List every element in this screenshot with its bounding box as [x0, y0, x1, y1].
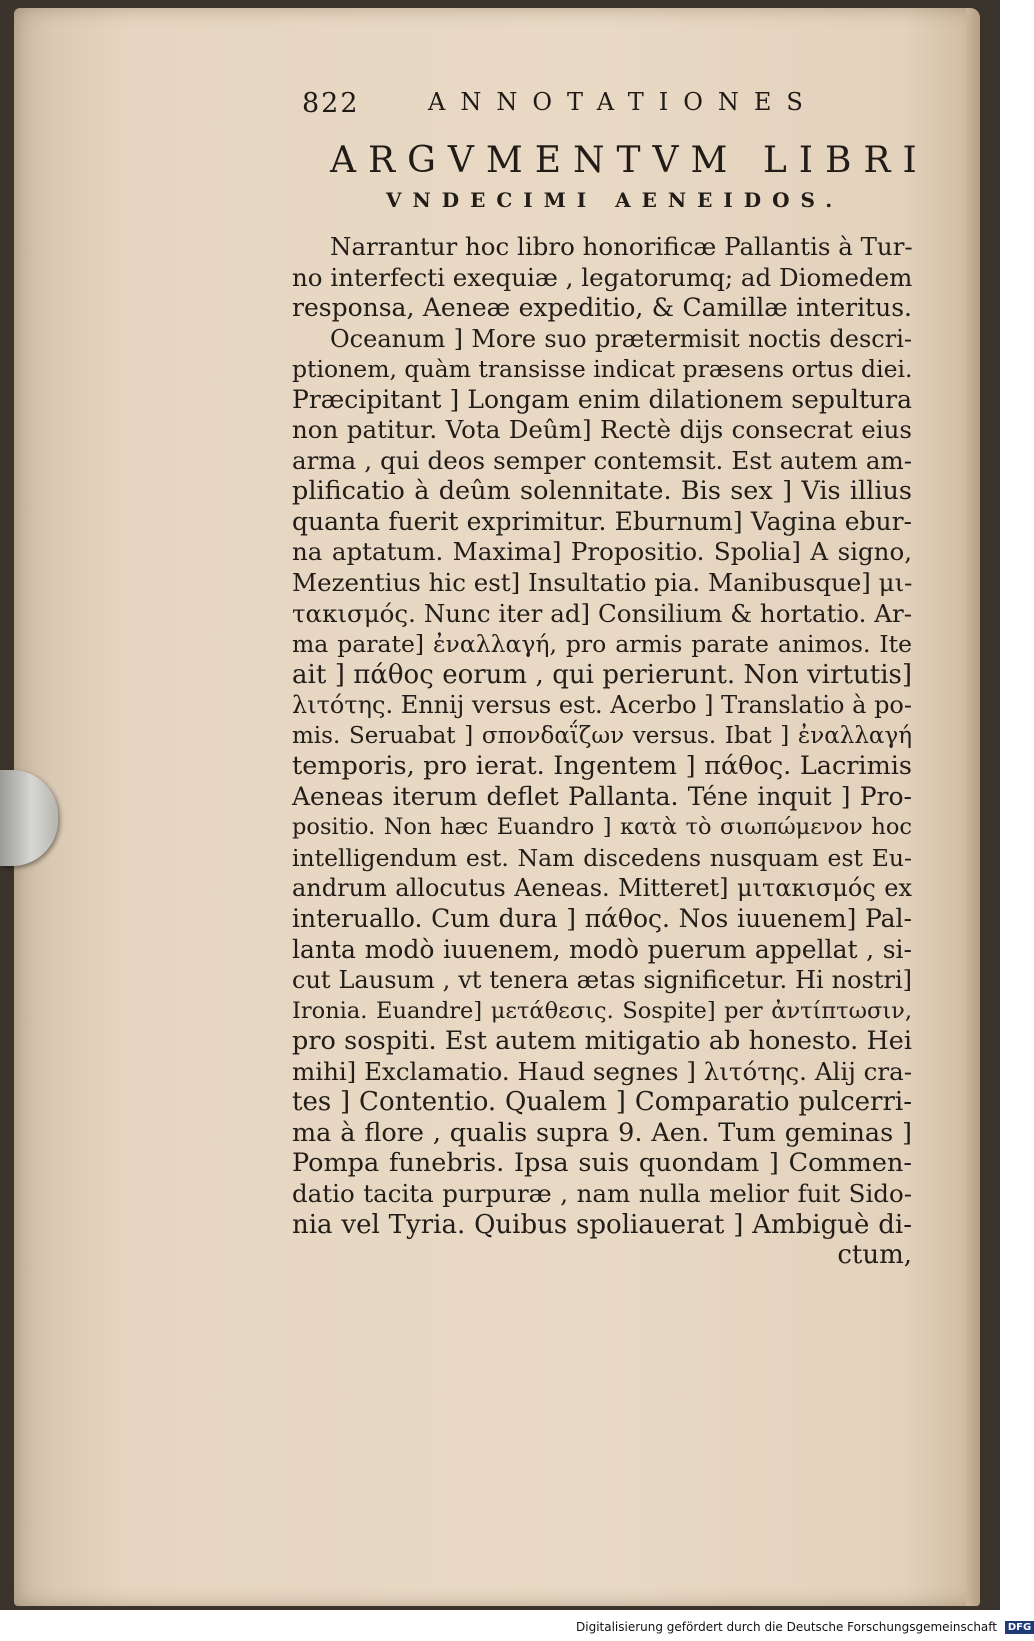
- text-line: non patitur. Vota Deûm] Rectè dijs consecrat eius: [292, 415, 912, 445]
- text-line: interuallo. Cum dura ] πάθος. Nos iuuenem] Pal-: [292, 904, 912, 934]
- text-line: no interfecti exequiæ , legatorumq; ad Diomedem: [292, 262, 913, 292]
- running-head-title: ANNOTATIONES: [428, 88, 818, 116]
- text-line: quanta fuerit exprimitur. Eburnum] Vagina ebur-: [292, 506, 912, 536]
- heading-line-1: ARGVMENTVM LIBRI: [330, 140, 929, 181]
- page-edge: [966, 8, 980, 1606]
- text-line: tes ] Contentio. Qualem ] Comparatio pulcerri-: [292, 1087, 912, 1118]
- text-line: ma parate] ἐναλλαγή, pro armis parate animos. Ite: [292, 630, 912, 659]
- text-line: datio tacita purpuræ , nam nulla melior fuit Sido-: [292, 1178, 912, 1208]
- text-line: Mezentius hic est] Insultatio pia. Manibusque] μι-: [292, 568, 913, 598]
- text-line: Præcipitant ] Longam enim dilationem sepultura: [292, 384, 912, 414]
- text-line: cut Lausum , vt tenera ætas significetur. Hi nostri]: [292, 966, 912, 995]
- text-line: pro sospiti. Est autem mitigatio ab honesto. Hei: [292, 1026, 912, 1057]
- text-line: Ironia. Euandre] μετάθεσις. Sospite] per ἀντίπτωσιν,: [292, 997, 912, 1024]
- text-line: ptionem, quàm transisse indicat præsens ortus diei.: [292, 355, 913, 384]
- text-line: plificatio à deûm solennitate. Bis sex ] Vis illius: [292, 476, 912, 507]
- body-text: [292, 232, 912, 1271]
- text-line: intelligendum est. Nam discedens nusquam est Eu-: [292, 843, 912, 872]
- text-line: Aeneas iterum deflet Pallanta. Téne inquit ] Pro-: [292, 781, 912, 811]
- page-number: 822: [302, 88, 360, 119]
- text-line: ait ] πάθος eorum , qui perierunt. Non virtutis]: [292, 659, 912, 690]
- text-line: τακισμός. Nunc iter ad] Consilium & hortatio. Ar-: [292, 598, 912, 628]
- text-line: temporis, pro ierat. Ingentem ] πάθος. Lacrimis: [292, 751, 912, 782]
- heading-line-2: VNDECIMI AENEIDOS.: [386, 188, 844, 212]
- text-line: responsa, Aeneæ expeditio, & Camillæ interitus.: [292, 293, 912, 323]
- text-line: ma à flore , qualis supra 9. Aen. Tum geminas ]: [292, 1117, 912, 1148]
- text-line: mis. Seruabat ] σπονδαΐζων versus. Ibat ] ἐναλλαγή: [292, 722, 912, 749]
- text-line: arma , qui deos semper contemsit. Est autem am-: [292, 445, 912, 475]
- catchword: ctum,: [837, 1240, 912, 1271]
- running-head: [302, 88, 862, 128]
- text-line: Narrantur hoc libro honorificæ Pallantis à Tur-: [330, 232, 913, 261]
- text-line: λιτότης. Ennij versus est. Acerbo ] Translatio à po-: [292, 691, 912, 720]
- text-line: andrum allocutus Aeneas. Mitteret] μιτακισμός ex: [292, 874, 912, 903]
- credit-text: Digitalisierung gefördert durch die Deutsche Forschungsgemeinschaft: [576, 1620, 998, 1634]
- text-line: positio. Non hæc Euandro ] κατὰ τὸ σιωπώμενον hoc: [292, 814, 912, 841]
- text-line: mihi] Exclamatio. Haud segnes ] λιτότης. Alij cra-: [292, 1056, 912, 1086]
- digitization-credit: [576, 1620, 1032, 1638]
- text-line: Oceanum ] More suo prætermisit noctis descri-: [330, 324, 912, 353]
- dfg-logo: DFG: [1005, 1621, 1034, 1634]
- text-line: lanta modò iuuenem, modò puerum appellat , si-: [292, 934, 912, 964]
- text-line: Pompa funebris. Ipsa suis quondam ] Commen-: [292, 1148, 912, 1179]
- text-line: nia vel Tyria. Quibus spoliauerat ] Ambiguè di-: [292, 1209, 912, 1240]
- text-line: na aptatum. Maxima] Propositio. Spolia] A signo,: [292, 537, 912, 567]
